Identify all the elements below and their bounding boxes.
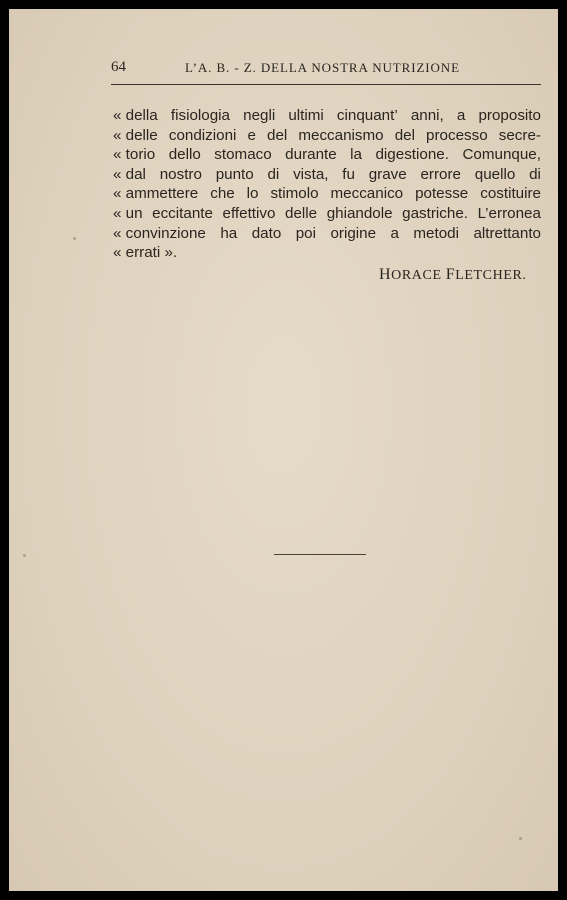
text-line: « errati ». <box>113 244 178 262</box>
word: « convinzione <box>113 224 206 242</box>
word: altrettanto <box>473 224 541 242</box>
word: dato <box>251 224 282 242</box>
word: vista, <box>293 165 329 183</box>
word: ultimi <box>288 107 324 124</box>
word: « della <box>113 107 158 124</box>
header-rule <box>111 84 541 85</box>
word: digestione. <box>375 146 449 164</box>
word: « torio <box>113 146 156 164</box>
running-head: L’A. B. - Z. DELLA NOSTRA NUTRIZIONE <box>185 60 460 75</box>
word: poi <box>295 224 316 242</box>
text-line <box>113 106 541 126</box>
word: ha <box>220 224 238 242</box>
section-divider <box>274 554 366 555</box>
word: fu <box>342 165 355 183</box>
word: ghiandole <box>326 204 393 222</box>
word: a <box>390 224 399 242</box>
word: Comunque, <box>462 146 541 164</box>
text-line <box>113 224 541 244</box>
page-header <box>111 59 541 79</box>
word: « ammettere <box>113 185 199 203</box>
text-line <box>113 165 541 185</box>
word: negli <box>243 107 276 124</box>
word: stimolo <box>270 185 319 203</box>
word: di <box>267 165 280 183</box>
word: « delle <box>113 126 158 144</box>
word: « dal <box>113 165 146 183</box>
paper-speck <box>23 554 26 557</box>
word: la <box>350 146 362 164</box>
word: punto <box>215 165 254 183</box>
word: quello <box>474 165 516 183</box>
paper-speck <box>73 237 76 240</box>
word: stomaco <box>214 146 272 164</box>
text-line <box>113 184 541 204</box>
word: meccanico <box>330 185 404 203</box>
word: gastriche. <box>402 204 468 222</box>
word: origine <box>330 224 377 242</box>
word: del <box>267 126 288 144</box>
book-page <box>9 9 558 891</box>
word: errore <box>420 165 461 183</box>
word: fisiologia <box>170 107 230 124</box>
paper-speck <box>519 837 522 840</box>
word: lo <box>246 185 259 203</box>
word: eccitante <box>152 204 213 222</box>
word: delle <box>285 204 318 222</box>
word: anni, <box>410 107 444 124</box>
text-line <box>113 204 541 224</box>
word: cinquant’ <box>336 107 398 124</box>
quotation-body <box>113 106 541 263</box>
page-number: 64 <box>111 59 126 75</box>
word: secre- <box>498 126 541 144</box>
word: che <box>210 185 235 203</box>
word: di <box>529 165 541 183</box>
word: nostro <box>159 165 202 183</box>
word: « un <box>113 204 143 222</box>
word: metodi <box>413 224 459 242</box>
word: a <box>456 107 466 124</box>
word: del <box>394 126 415 144</box>
word: processo <box>426 126 488 144</box>
word: durante <box>285 146 337 164</box>
word: condizioni <box>168 126 237 144</box>
word: costituire <box>480 185 541 203</box>
word: meccanismo <box>298 126 384 144</box>
word: e <box>247 126 256 144</box>
word: proposito <box>478 107 541 124</box>
word: grave <box>368 165 407 183</box>
word: effettivo <box>222 204 276 222</box>
word: potesse <box>415 185 469 203</box>
author-signature: HORACE FLETCHER. <box>379 266 527 283</box>
word: dello <box>168 146 201 164</box>
text-line <box>113 145 541 165</box>
text-line <box>113 126 541 146</box>
word: L’erronea <box>477 204 541 222</box>
